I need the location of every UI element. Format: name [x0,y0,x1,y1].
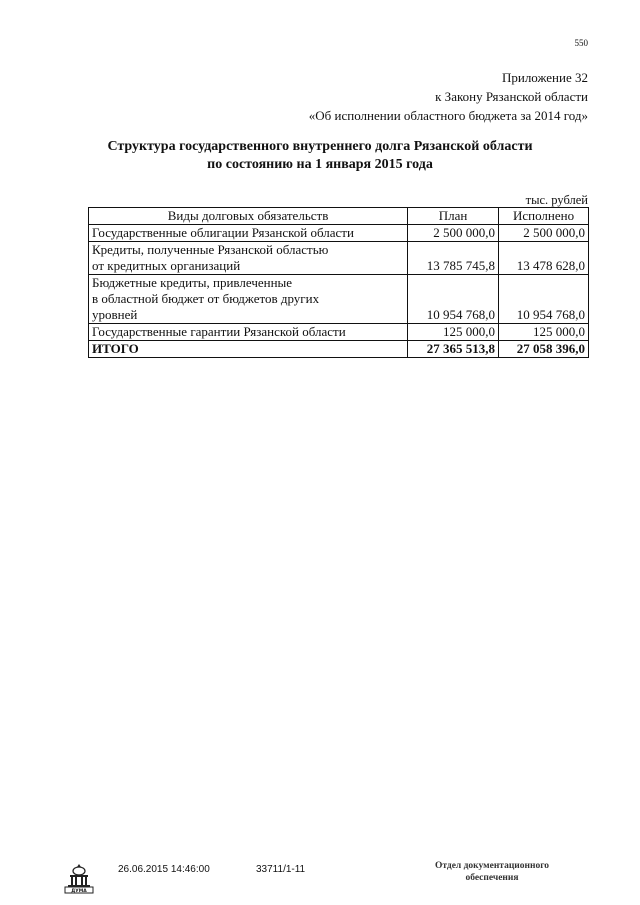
row-executed: 2 500 000,0 [499,225,589,242]
footer-department [412,860,572,884]
footer-registration-code: 33711/1-11 [256,864,306,875]
row-name: Бюджетные кредиты, привлеченные в областной бюджет от бюджетов других уровней [89,275,408,324]
table-row [89,242,589,275]
row-plan: 10 954 768,0 [408,275,499,324]
header-plan: План [408,208,499,225]
table-header-row [89,208,589,225]
duma-emblem-icon [62,862,96,894]
appendix-line-3: «Об исполнении областного бюджета за 2014 год» [308,108,588,123]
appendix-reference [309,68,588,125]
department-line-1: Отдел документационного [434,861,550,871]
row-executed: 10 954 768,0 [499,275,589,324]
total-label: ИТОГО [89,341,408,358]
row-plan: 13 785 745,8 [408,242,499,275]
row-name: Кредиты, полученные Рязанской областью от кредитных организаций [89,242,408,275]
total-plan: 27 365 513,8 [408,341,499,358]
appendix-line-1: Приложение 32 [501,70,588,85]
header-executed: Исполнено [499,208,589,225]
row-executed: 125 000,0 [499,324,589,341]
row-name: Государственные гарантии Рязанской области [89,324,408,341]
row-executed: 13 478 628,0 [499,242,589,275]
appendix-line-2: к Закону Рязанской области [435,89,588,104]
row-name: Государственные облигации Рязанской области [89,225,408,242]
emblem-text: ДУМА [71,889,87,894]
table-row [89,324,589,341]
row-plan: 2 500 000,0 [408,225,499,242]
document-title [60,138,580,174]
table-row [89,275,589,324]
units-label: тыс. рублей [525,193,588,207]
page-number: 550 [574,38,588,48]
row-plan: 125 000,0 [408,324,499,341]
total-executed: 27 058 396,0 [499,341,589,358]
department-line-2: обеспечения [465,873,519,883]
header-debt-type: Виды долговых обязательств [89,208,408,225]
table-row [89,225,589,242]
title-line-1: Структура государственного внутреннего долга Рязанской области [107,139,533,154]
debt-structure-table [88,207,589,358]
table-total-row [89,341,589,358]
footer-datetime: 26.06.2015 14:46:00 [118,864,210,875]
title-line-2: по состоянию на 1 января 2015 года [207,157,433,172]
